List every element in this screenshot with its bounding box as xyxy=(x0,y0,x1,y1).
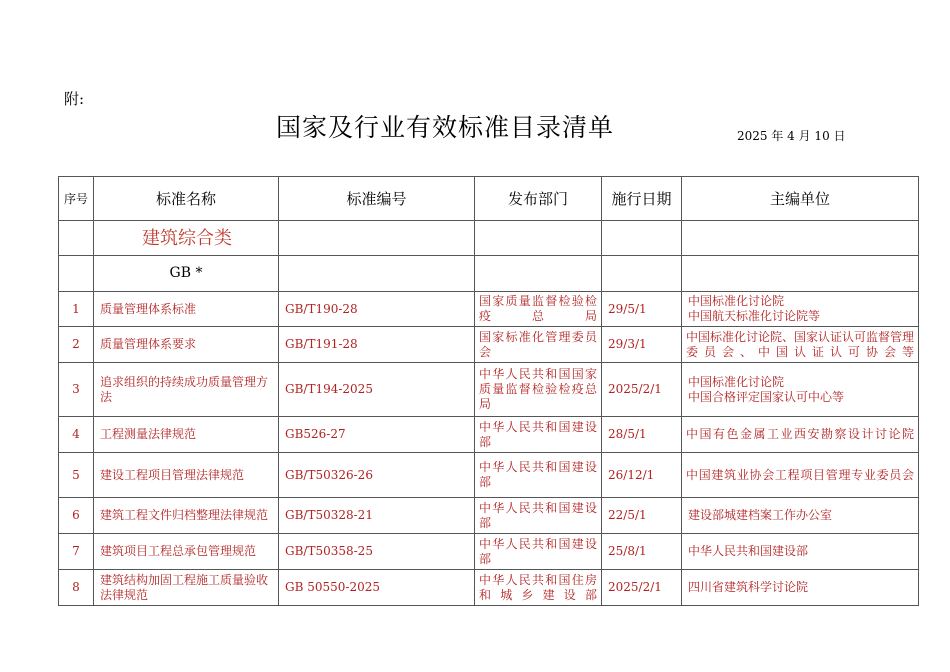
header-unit: 主编单位 xyxy=(682,177,919,221)
page-title: 国家及行业有效标准目录清单 xyxy=(275,113,614,142)
table-row xyxy=(59,453,919,498)
cell-seq: 4 xyxy=(59,417,94,453)
cell-name: 建设工程项目管理法律规范 xyxy=(94,453,279,498)
cell-code: GB/T50326-26 xyxy=(279,453,475,498)
cell-unit: 中国标准化讨论院 中国航天标准化讨论院等 xyxy=(682,292,919,327)
cell-code: GB/T50328-21 xyxy=(279,498,475,534)
table-row xyxy=(59,498,919,534)
cell-dept: 中华人民共和国住房和城乡建设部 xyxy=(475,570,602,606)
cell-name: 追求组织的持续成功质量管理方法 xyxy=(94,363,279,417)
cell-code: GB526-27 xyxy=(279,417,475,453)
header-row xyxy=(59,177,919,221)
cell-date: 22/5/1 xyxy=(602,498,682,534)
cell-seq: 6 xyxy=(59,498,94,534)
cell-dept: 国家质量监督检验检疫总局 xyxy=(475,292,602,327)
cell-seq: 1 xyxy=(59,292,94,327)
cell-date: 25/8/1 xyxy=(602,534,682,570)
cell-dept: 中华人民共和国建设部 xyxy=(475,534,602,570)
cell-dept: 中华人民共和国建设部 xyxy=(475,453,602,498)
header-name: 标准名称 xyxy=(94,177,279,221)
cell-date: 29/5/1 xyxy=(602,292,682,327)
cell-name: 质量管理体系要求 xyxy=(94,327,279,363)
table-row xyxy=(59,363,919,417)
cell-dept: 国家标准化管理委员会 xyxy=(475,327,602,363)
cell-seq: 7 xyxy=(59,534,94,570)
subcategory-label: GB * xyxy=(94,256,279,292)
cell-date: 26/12/1 xyxy=(602,453,682,498)
category-label: 建筑综合类 xyxy=(94,221,279,256)
cell-unit: 中国建筑业协会工程项目管理专业委员会 xyxy=(682,453,919,498)
cell-code: GB/T50358-25 xyxy=(279,534,475,570)
cell-dept: 中华人民共和国国家质量监督检验检疫总局 xyxy=(475,363,602,417)
table-row xyxy=(59,570,919,606)
header-date: 施行日期 xyxy=(602,177,682,221)
table-row xyxy=(59,327,919,363)
cell-name: 质量管理体系标准 xyxy=(94,292,279,327)
cell-unit: 四川省建筑科学讨论院 xyxy=(682,570,919,606)
cell-date: 2025/2/1 xyxy=(602,570,682,606)
cell-code: GB/T191-28 xyxy=(279,327,475,363)
cell-seq: 8 xyxy=(59,570,94,606)
subcategory-row xyxy=(59,256,919,292)
table-row xyxy=(59,417,919,453)
category-row xyxy=(59,221,919,256)
cell-name: 建筑结构加固工程施工质量验收法律规范 xyxy=(94,570,279,606)
standards-table xyxy=(58,176,918,606)
cell-unit: 中国标准化讨论院 中国合格评定国家认可中心等 xyxy=(682,363,919,417)
attachment-label: 附: xyxy=(64,90,85,108)
cell-date: 29/3/1 xyxy=(602,327,682,363)
cell-date: 2025/2/1 xyxy=(602,363,682,417)
table-row xyxy=(59,534,919,570)
header-code: 标准编号 xyxy=(279,177,475,221)
cell-name: 建筑工程文件归档整理法律规范 xyxy=(94,498,279,534)
cell-name: 建筑项目工程总承包管理规范 xyxy=(94,534,279,570)
cell-unit: 中华人民共和国建设部 xyxy=(682,534,919,570)
cell-seq: 5 xyxy=(59,453,94,498)
cell-seq: 3 xyxy=(59,363,94,417)
cell-code: GB/T194-2025 xyxy=(279,363,475,417)
cell-unit: 中国标准化讨论院、国家认证认可监督管理委员会、中国认证认可协会等 xyxy=(682,327,919,363)
header-dept: 发布部门 xyxy=(475,177,602,221)
header-seq: 序号 xyxy=(59,177,94,221)
cell-seq: 2 xyxy=(59,327,94,363)
table-row xyxy=(59,292,919,327)
cell-dept: 中华人民共和国建设部 xyxy=(475,498,602,534)
cell-code: GB/T190-28 xyxy=(279,292,475,327)
cell-unit: 中国有色金属工业西安勘察设计讨论院 xyxy=(682,417,919,453)
cell-date: 28/5/1 xyxy=(602,417,682,453)
cell-dept: 中华人民共和国建设部 xyxy=(475,417,602,453)
cell-unit: 建设部城建档案工作办公室 xyxy=(682,498,919,534)
cell-code: GB 50550-2025 xyxy=(279,570,475,606)
document-date: 2025 年 4 月 10 日 xyxy=(737,129,846,143)
cell-name: 工程测量法律规范 xyxy=(94,417,279,453)
